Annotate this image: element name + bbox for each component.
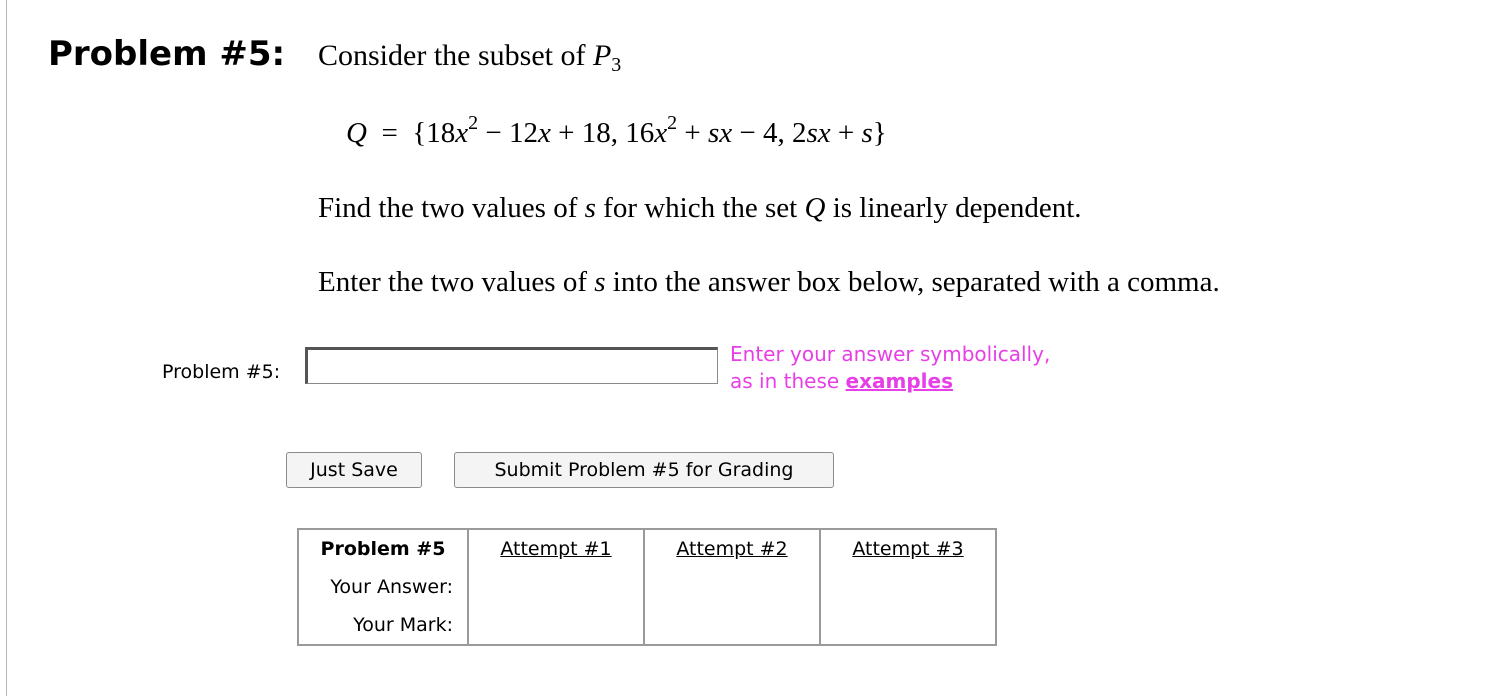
intro-text: Consider the subset of — [318, 39, 586, 72]
left-border — [6, 0, 7, 696]
hint-prefix: as in these — [730, 369, 846, 393]
eq-var: s — [861, 117, 873, 149]
eq-var: sx — [707, 117, 733, 149]
problem-intro — [318, 36, 621, 76]
examples-link[interactable]: examples — [845, 369, 953, 393]
eq-var: sx — [806, 117, 831, 149]
answer-hint — [730, 341, 1050, 395]
answer-label: Problem #5: — [162, 361, 281, 383]
eq-exponent: 2 — [667, 112, 678, 134]
attempt-3-answer — [820, 568, 996, 606]
eq-exponent: 2 — [468, 112, 479, 134]
eq-part: + — [830, 117, 862, 149]
eq-var: x — [537, 117, 551, 149]
attempt-2-link[interactable]: Attempt #2 — [676, 538, 788, 560]
instruction-find — [318, 188, 1082, 228]
set-equation — [346, 113, 887, 153]
para-text: for which the set — [595, 192, 805, 224]
your-answer-row — [298, 568, 996, 606]
attempts-table — [297, 528, 997, 646]
para-var: s — [594, 266, 606, 298]
your-mark-row — [298, 606, 996, 645]
attempt-2-header — [644, 529, 820, 568]
your-mark-label: Your Mark: — [298, 606, 468, 645]
para-text: Enter the two values of — [318, 266, 595, 298]
attempt-1-mark — [468, 606, 644, 645]
hint-line-1: Enter your answer symbolically, — [730, 342, 1051, 366]
attempts-header-row — [298, 529, 996, 568]
attempt-3-mark — [820, 606, 996, 645]
attempt-1-link[interactable]: Attempt #1 — [500, 538, 612, 560]
eq-part: − 4, 2 — [732, 117, 807, 149]
attempt-2-mark — [644, 606, 820, 645]
submit-grading-button[interactable]: Submit Problem #5 for Grading — [454, 452, 834, 488]
eq-lhs: Q — [346, 117, 367, 149]
attempt-1-header — [468, 529, 644, 568]
eq-part: + — [677, 117, 708, 149]
space-subscript: 3 — [611, 54, 622, 76]
para-var: Q — [804, 192, 826, 224]
attempts-problem-header: Problem #5 — [298, 529, 468, 568]
para-text: into the answer box below, separated with a comma. — [605, 266, 1220, 298]
attempt-1-answer — [468, 568, 644, 606]
your-answer-label: Your Answer: — [298, 568, 468, 606]
eq-var: x — [654, 117, 668, 149]
just-save-button[interactable]: Just Save — [286, 452, 422, 488]
answer-input[interactable] — [305, 347, 718, 384]
hint-line-2 — [730, 368, 1050, 395]
para-text: is linearly dependent. — [825, 192, 1082, 224]
attempt-3-header — [820, 529, 996, 568]
problem-heading: Problem #5: — [48, 34, 286, 74]
attempt-3-link[interactable]: Attempt #3 — [852, 538, 964, 560]
attempt-2-answer — [644, 568, 820, 606]
eq-part: − 12 — [478, 117, 538, 149]
eq-part: + 18, 16 — [550, 117, 655, 149]
eq-part: {18 — [412, 117, 456, 149]
para-text: Find the two values of — [318, 192, 585, 224]
eq-equals: = — [381, 117, 398, 149]
eq-var: x — [455, 117, 469, 149]
eq-part: } — [872, 117, 887, 149]
para-var: s — [584, 192, 596, 224]
instruction-enter — [318, 262, 1220, 302]
space-symbol: P — [592, 39, 612, 72]
